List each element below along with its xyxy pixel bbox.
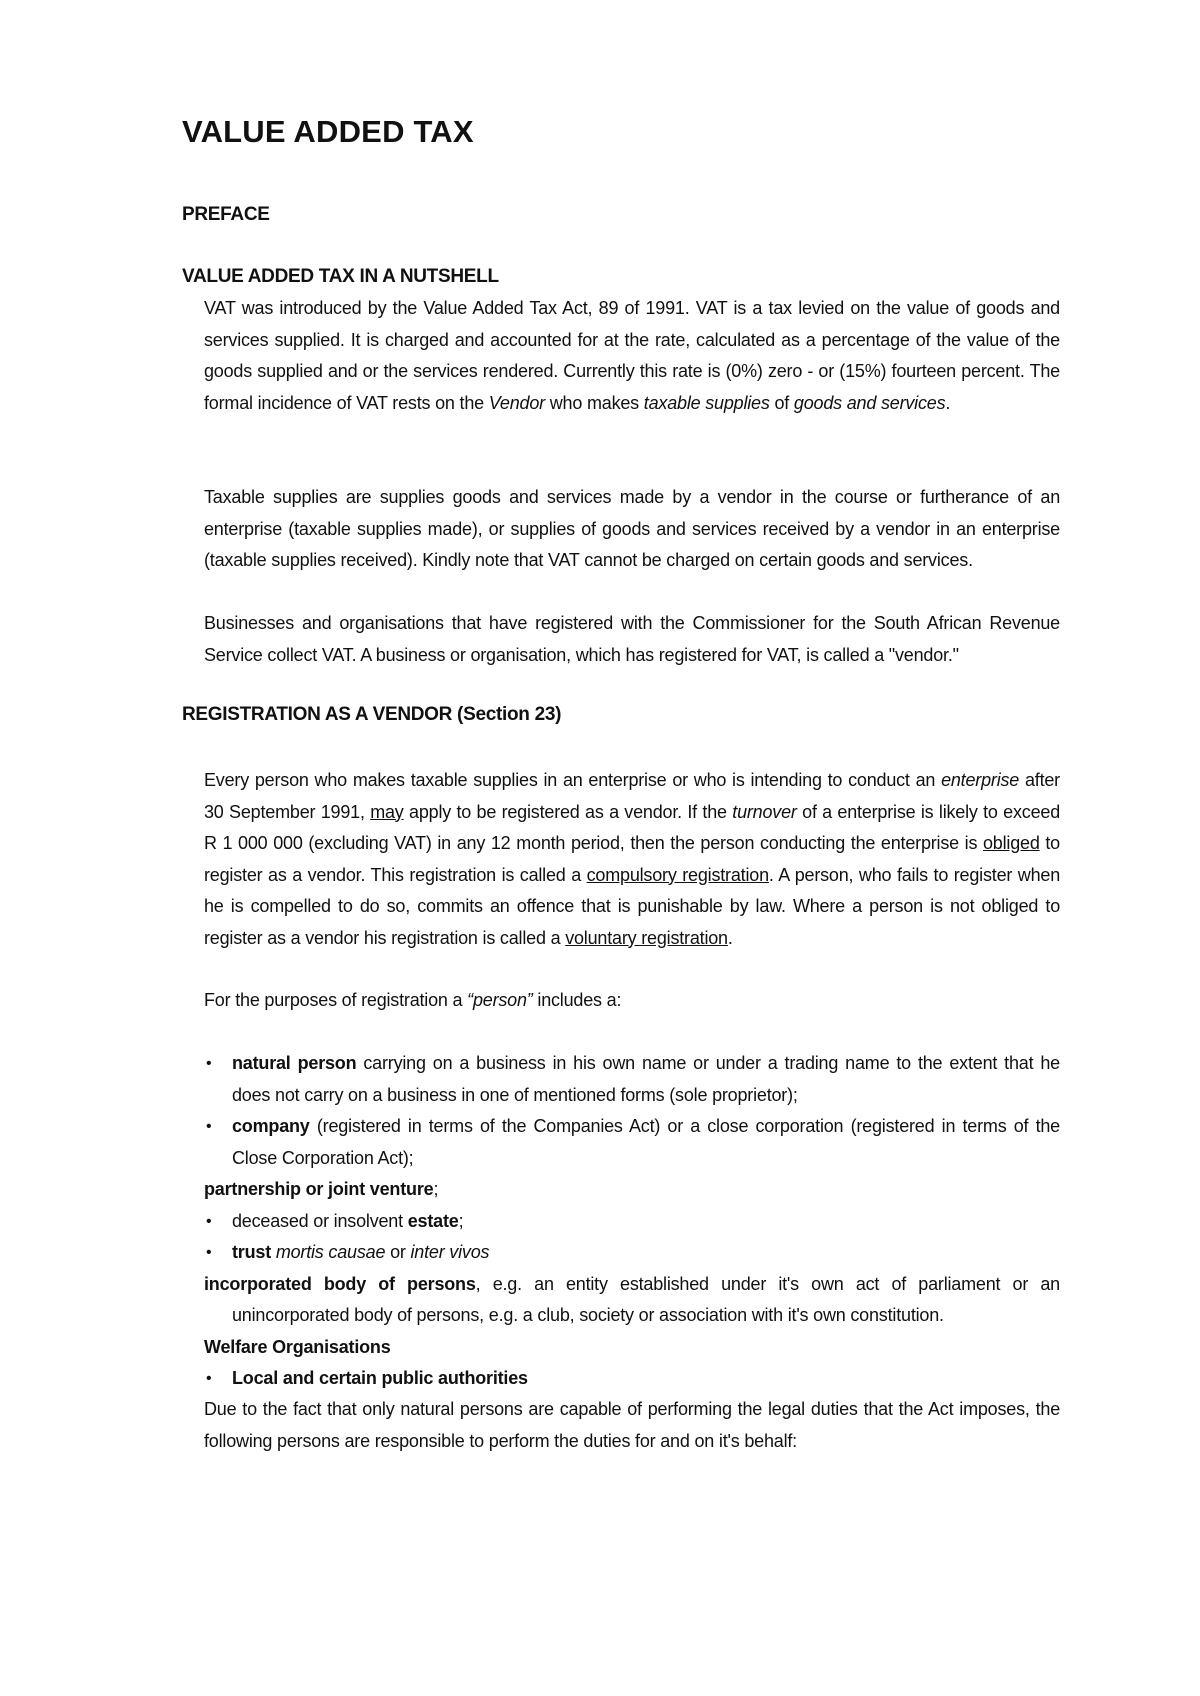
emphasis-enterprise: enterprise	[941, 770, 1020, 790]
emphasis-taxable-supplies: taxable supplies	[643, 392, 770, 413]
underline-may: may	[370, 801, 404, 822]
emphasis-mortis-causae: mortis causae	[275, 1242, 386, 1262]
text-run: who makes	[544, 392, 644, 413]
list-item	[204, 1269, 1060, 1332]
list-item	[204, 1363, 1060, 1395]
registration-heading: REGISTRATION AS A VENDOR (Section 23)	[182, 704, 562, 725]
list-item	[204, 1332, 1060, 1364]
list-item-term: natural person	[232, 1053, 357, 1073]
list-item	[204, 1237, 1060, 1269]
document-title: VALUE ADDED TAX	[182, 114, 474, 149]
list-item-term: estate	[407, 1210, 459, 1231]
nutshell-paragraph-2: Taxable supplies are supplies goods and services made by a vendor in the course or furtherance of an enterprise (taxable supplies made), or supplies of goods and services received by a vendor in an enterprise (taxable supplies received). Kindly note that VAT cannot be charged on certain goods and services.	[204, 487, 1060, 570]
text-run: includes a:	[532, 990, 622, 1010]
bullet-icon: •	[206, 1370, 212, 1387]
closing-paragraph: Due to the fact that only natural persons are capable of performing the legal duties that the Act imposes, the following persons are responsible to perform the duties for and on it's behalf:	[204, 1399, 1060, 1451]
text-run: apply to be registered as a vendor. If the	[403, 801, 733, 822]
list-item-term: Welfare Organisations	[204, 1336, 391, 1357]
bullet-icon: •	[206, 1118, 212, 1135]
list-item-term: incorporated body of persons	[204, 1273, 476, 1294]
person-list	[204, 1048, 1060, 1395]
list-item-term: trust	[232, 1242, 271, 1262]
emphasis-inter-vivos: inter vivos	[410, 1242, 490, 1262]
emphasis-person: “person”	[467, 990, 533, 1010]
list-item-text: (registered in terms of the Companies Act) or a close corporation (registered in terms of the Close Corporation Act);	[232, 1116, 1060, 1168]
text-run: VAT was introduced by the Value Added Tax Act, 89 of 1991. VAT is a tax levied on the value of goods and services supplied. It is charged and accounted for at the rate, calculated as a percentage of the value of the goods supplied and or the services rendered. Currently this rate is (0%) zero - or (15%) fourteen percent. The formal incidence of VAT rests on the	[204, 298, 1060, 413]
list-item-text: deceased or insolvent	[232, 1210, 408, 1231]
nutshell-paragraph-1	[204, 293, 1060, 419]
emphasis-turnover: turnover	[732, 801, 797, 822]
emphasis-goods-and-services: goods and services	[793, 392, 946, 413]
text-run: . A person, who fails to register when he is compelled to do so, commits an offence that is punishable by law. Where a person is not obliged to register as a vendor his registration is called a	[204, 864, 1061, 948]
underline-compulsory-registration: compulsory registration	[586, 864, 769, 885]
text-run: after 30 September 1991,	[204, 770, 1060, 822]
list-item-text: , e.g. an entity established under it's own act of parliament or an unincorporated body of persons, e.g. a club, society or association with it's own constitution.	[232, 1273, 1060, 1325]
text-run: .	[945, 392, 951, 413]
list-item-text: carrying on a business in his own name or under a trading name to the extent that he does not carry on a business in one of mentioned forms (sole proprietor);	[232, 1053, 1060, 1105]
underline-voluntary-registration: voluntary registration	[565, 927, 728, 948]
list-item	[204, 1048, 1060, 1111]
list-item-term: partnership or joint venture	[204, 1179, 434, 1199]
list-item	[204, 1111, 1060, 1174]
bullet-icon: •	[206, 1055, 212, 1072]
nutshell-paragraph-3: Businesses and organisations that have registered with the Commissioner for the South African Revenue Service collect VAT. A business or organisation, which has registered for VAT, is called a "vendor."	[204, 613, 1060, 665]
text-run: of	[769, 392, 794, 413]
list-item-term: company	[232, 1116, 310, 1136]
underline-obliged: obliged	[983, 833, 1040, 853]
preface-heading: PREFACE	[182, 204, 270, 225]
list-item-text: ;	[458, 1210, 464, 1231]
registration-paragraph	[204, 765, 1060, 954]
list-item	[204, 1206, 1060, 1238]
text-run: of a enterprise is likely to exceed R 1 000 000 (excluding VAT) in any 12 month period, then the person conducting the enterprise is	[204, 801, 1061, 853]
nutshell-heading: VALUE ADDED TAX IN A NUTSHELL	[182, 266, 499, 287]
emphasis-vendor: Vendor	[488, 392, 545, 413]
bullet-icon: •	[206, 1244, 212, 1261]
list-item	[204, 1174, 1060, 1206]
text-run: For the purposes of registration a	[204, 990, 468, 1010]
list-item-text: or	[385, 1242, 411, 1262]
text-run: .	[727, 927, 733, 948]
text-run: to register as a vendor. This registration is called a	[204, 833, 1060, 885]
bullet-icon: •	[206, 1212, 212, 1230]
list-item-text: ;	[433, 1179, 439, 1199]
text-run: Every person who makes taxable supplies in an enterprise or who is intending to conduct an	[204, 770, 942, 790]
person-intro	[204, 985, 1060, 1017]
list-item-term: Local and certain public authorities	[232, 1368, 528, 1388]
